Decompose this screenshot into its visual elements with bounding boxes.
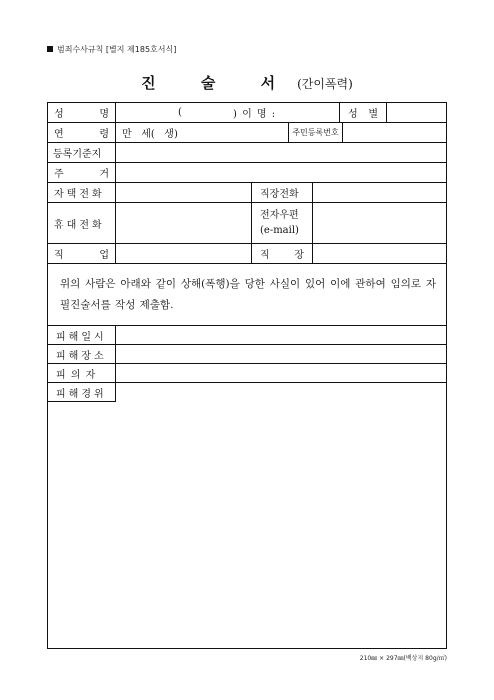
- mobile-field[interactable]: [116, 203, 251, 243]
- registration-label: 등록기준지: [48, 143, 116, 162]
- name-field[interactable]: ( ) 이 명 :: [178, 107, 277, 120]
- damage-datetime-field[interactable]: [116, 344, 446, 345]
- resident-no-field[interactable]: [343, 123, 446, 142]
- row-job: [48, 244, 446, 264]
- registration-field[interactable]: [116, 143, 446, 162]
- damage-place-field[interactable]: [116, 363, 446, 364]
- address-label: 주 거: [48, 163, 116, 182]
- home-phone-label: 자택전화: [48, 183, 116, 202]
- email-field[interactable]: [313, 203, 446, 243]
- suspect-label: 피 의 자: [48, 364, 116, 383]
- damage-datetime-label: 피해일시: [48, 326, 116, 345]
- square-bullet-icon: [47, 46, 53, 52]
- paper-spec-footer: 210㎜ × 297㎜(백상지 80g/㎡): [359, 655, 447, 662]
- suspect-field[interactable]: [116, 382, 446, 383]
- row-registration: [48, 143, 446, 163]
- home-phone-field[interactable]: [116, 183, 251, 202]
- work-phone-label: 직장전화: [251, 183, 313, 202]
- address-field[interactable]: [116, 163, 446, 182]
- workplace-label: 직 장: [251, 244, 313, 263]
- row-age: [48, 123, 446, 143]
- title-sub: (간이폭력): [297, 77, 353, 91]
- statement-text: 위의 사람은 아래와 같이 상해(폭행)을 당한 사실이 있어 이에 관하여 임의로 자필진술서를 작성 제출함.: [48, 264, 446, 326]
- document-title: [0, 72, 494, 93]
- job-field[interactable]: [116, 244, 251, 263]
- row-address: [48, 163, 446, 183]
- name-label: 성 명: [48, 103, 116, 122]
- mobile-label: 휴대전화: [48, 203, 116, 243]
- gender-field[interactable]: [387, 103, 446, 122]
- workplace-field[interactable]: [313, 244, 446, 263]
- job-label: 직 업: [48, 244, 116, 263]
- gender-label: 성 별: [339, 103, 387, 122]
- damage-details-field[interactable]: [116, 384, 446, 648]
- title-main: 진 술 서: [141, 74, 296, 92]
- form-number-header: [47, 44, 176, 55]
- damage-details-label: 피해경위: [48, 383, 116, 402]
- form-number-text: 범죄수사규칙 [별지 제185호서식]: [57, 45, 177, 54]
- age-field[interactable]: 만 세( 생): [122, 129, 178, 140]
- email-label: 전자우편 (e-mail): [251, 203, 313, 243]
- row-phones: [48, 183, 446, 203]
- statement-form: [47, 102, 447, 649]
- row-name: [48, 103, 446, 123]
- damage-place-label: 피해장소: [48, 345, 116, 364]
- work-phone-field[interactable]: [313, 183, 446, 202]
- row-mobile-email: [48, 203, 446, 244]
- age-label: 연 령: [48, 123, 116, 142]
- resident-no-label: 주민등록번호: [288, 123, 343, 142]
